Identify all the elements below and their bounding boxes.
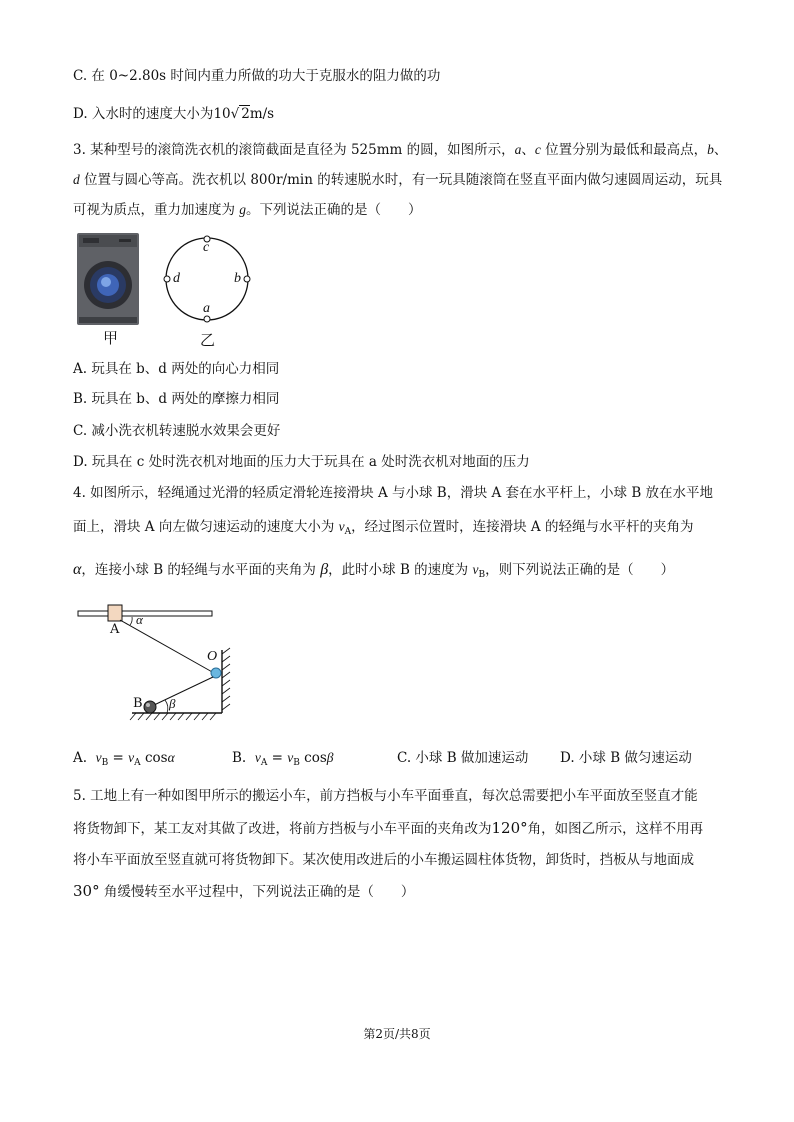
page-footer: 第2页/共8页 — [363, 1027, 431, 1041]
q4-line2: 面上，滑块 A 向左做匀速运动的速度大小为 $v_A$，经过图示位置时，连接滑块 A 的轻绳与水平杆的夹角为 — [73, 519, 694, 537]
q3-line3: 可视为质点，重力加速度为 g。下列说法正确的是（ ） — [73, 202, 422, 218]
q4-option-d: D. 小球 B 做匀速运动 — [560, 750, 692, 766]
q3-line2: d 位置与圆心等高。洗衣机以 800r/min 的转速脱水时，有一玩具随滚筒在竖直平面内做匀速圆周运动，玩具 — [73, 172, 723, 188]
q4-option-c: C. 小球 B 做加速运动 — [397, 750, 529, 766]
q3-option-d: D. 玩具在 c 处时洗衣机对地面的压力大于玩具在 a 处时洗衣机对地面的压力 — [73, 454, 530, 470]
q3-option-a: A. 玩具在 b、d 两处的向心力相同 — [73, 361, 280, 377]
option-d-prev — [73, 104, 274, 124]
q5-line2: 将货物卸下，某工友对其做了改进，将前方挡板与小车平面的夹角改为120°角，如图乙所示，这样不用再 — [73, 819, 704, 837]
q4-line3: α，连接小球 B 的轻绳与水平面的夹角为 β，此时小球 B 的速度为 $v_B$，则下列说法正确的是（ ） — [73, 561, 675, 580]
q5-line1: 5. 工地上有一种如图甲所示的搬运小车，前方挡板与小车平面垂直，每次总需要把小车平面放至竖直才能 — [73, 788, 698, 804]
label-d: d — [173, 271, 180, 286]
sqrt-symbol: √ 2 — [230, 106, 250, 122]
q4-option-b: B. $v_A = v_B$ cosβ — [232, 750, 334, 768]
q5-line4: 30° 角缓慢转至水平过程中，下列说法正确的是（ ） — [73, 882, 415, 900]
label-B: B — [133, 696, 143, 711]
option-d-unit: m/s — [249, 106, 275, 122]
label-c: c — [203, 240, 210, 255]
label-alpha: α — [136, 612, 143, 627]
label-a: a — [203, 301, 210, 316]
label-A: A — [110, 622, 120, 637]
q3-option-c: C. 减小洗衣机转速脱水效果会更好 — [73, 423, 281, 439]
drum-section-diagram — [160, 233, 256, 325]
washing-machine-image — [77, 233, 139, 325]
option-d-value: 10 — [213, 106, 231, 122]
label-b: b — [234, 271, 241, 286]
q4-option-a: A. $v_B = v_A$ cosα — [73, 750, 175, 768]
label-beta: β — [169, 696, 176, 711]
option-d-text: D. 入水时的速度大小为 — [73, 106, 214, 122]
q3-option-b: B. 玩具在 b、d 两处的摩擦力相同 — [73, 391, 280, 407]
q5-line3: 将小车平面放至竖直就可将货物卸下。某次使用改进后的小车搬运圆柱体货物，卸货时，挡板从与地面成 — [73, 852, 694, 868]
caption-jia: 甲 — [103, 329, 119, 347]
pulley-diagram — [70, 600, 240, 725]
q4-line1: 4. 如图所示，轻绳通过光滑的轻质定滑轮连接滑块 A 与小球 B，滑块 A 套在水平杆上，小球 B 放在水平地 — [73, 485, 714, 501]
label-O: O — [207, 649, 218, 664]
q3-line1: 3. 某种型号的滚筒洗衣机的滚筒截面是直径为 525mm 的圆，如图所示，a、c 位置分别为最低和最高点，b、 — [73, 142, 728, 158]
caption-yi: 乙 — [200, 331, 216, 349]
option-c-prev: C. 在 0~2.80s 时间内重力所做的功大于克服水的阻力做的功 — [73, 68, 441, 84]
